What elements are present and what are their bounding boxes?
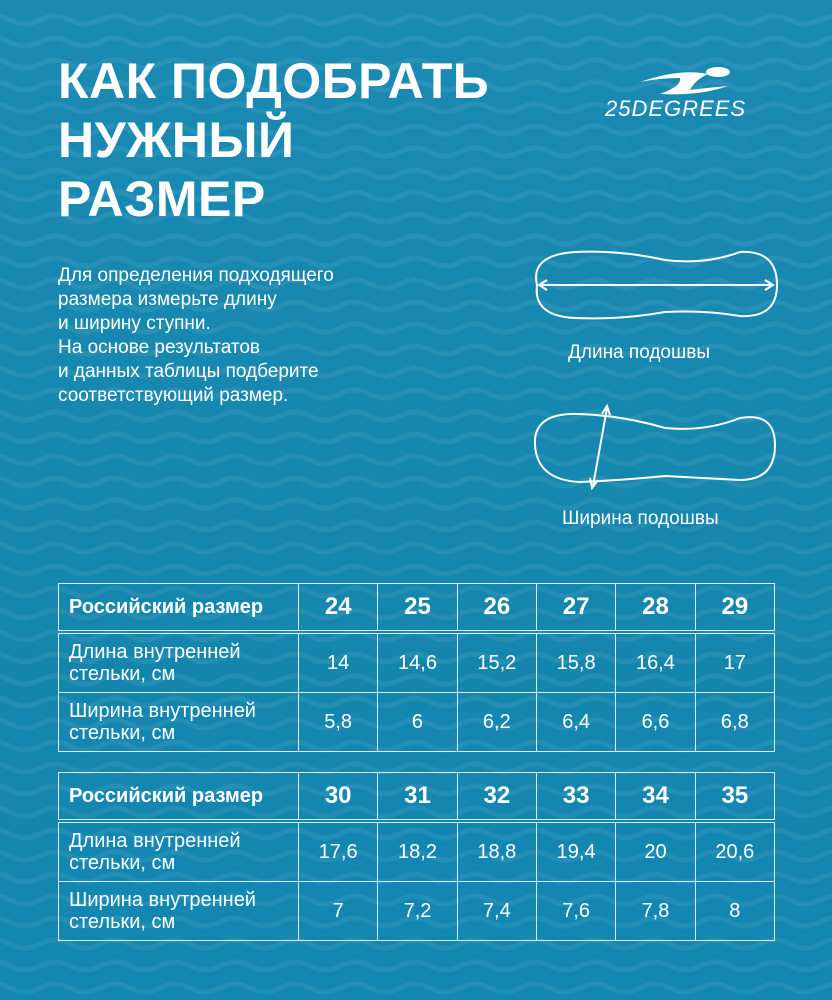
table-row [59,821,775,882]
title-line: НУЖНЫЙ [58,112,295,168]
value-cell: 17 [695,632,774,693]
desc-line: и ширину ступни. [58,313,211,334]
table-row [59,882,775,941]
value-cell: 7 [299,882,378,941]
wave-line [0,764,832,772]
size-cell: 24 [299,584,378,633]
label-line: стельки, см [69,852,176,874]
row-label [59,821,299,882]
value-cell: 15,2 [457,632,536,693]
size-cell: 35 [695,773,774,822]
size-cell: 25 [378,584,457,633]
row-label [59,693,299,752]
value-cell: 5,8 [299,693,378,752]
value-cell: 7,6 [536,882,615,941]
label-line: стельки, см [69,722,176,744]
size-cell: 32 [457,773,536,822]
sole-width-diagram-icon [525,400,785,495]
label-line: Ширина внутренней [69,700,256,722]
instructions [58,264,418,408]
title-line: РАЗМЕР [58,171,266,227]
desc-line: и данных таблицы подберите [58,361,319,382]
header-label: Российский размер [59,584,299,633]
wave-line [0,16,832,24]
value-cell: 19,4 [536,821,615,882]
desc-line: На основе результатов [58,337,261,358]
label-line: стельки, см [69,663,176,685]
wave-line [0,500,832,508]
value-cell: 8 [695,882,774,941]
value-cell: 15,8 [536,632,615,693]
value-cell: 7,2 [378,882,457,941]
size-table-1 [58,583,775,752]
value-cell: 18,8 [457,821,536,882]
size-cell: 29 [695,584,774,633]
value-cell: 14 [299,632,378,693]
value-cell: 14,6 [378,632,457,693]
page-title [58,52,489,229]
value-cell: 6,6 [616,693,695,752]
row-label [59,882,299,941]
value-cell: 6,4 [536,693,615,752]
sole-length-diagram-icon [525,240,785,330]
desc-line: Для определения подходящего [58,265,334,286]
label-line: Длина внутренней [69,641,241,663]
value-cell: 20 [616,821,695,882]
size-cell: 27 [536,584,615,633]
size-cell: 26 [457,584,536,633]
desc-line: размера измерьте длину [58,289,277,310]
size-cell: 33 [536,773,615,822]
value-cell: 6,2 [457,693,536,752]
length-caption: Длина подошвы [568,342,710,363]
wave-line [0,984,832,992]
wave-line [0,940,832,948]
wave-line [0,38,832,46]
wave-line [0,962,832,970]
table-header-row [59,584,775,633]
label-line: Ширина внутренней [69,889,256,911]
table-row [59,693,775,752]
row-label [59,632,299,693]
size-cell: 30 [299,773,378,822]
wave-line [0,544,832,552]
size-cell: 34 [616,773,695,822]
value-cell: 6 [378,693,457,752]
label-line: Длина внутренней [69,830,241,852]
wave-line [0,566,832,574]
size-cell: 31 [378,773,457,822]
value-cell: 18,2 [378,821,457,882]
value-cell: 6,8 [695,693,774,752]
brand-logo-text: 25DEGREES [605,96,747,121]
size-cell: 28 [616,584,695,633]
size-table-2 [58,772,775,941]
desc-line: соответствующий размер. [58,385,289,406]
width-caption: Ширина подошвы [562,508,719,529]
table-row [59,632,775,693]
value-cell: 7,4 [457,882,536,941]
header-label: Российский размер [59,773,299,822]
value-cell: 17,6 [299,821,378,882]
label-line: стельки, см [69,911,176,933]
value-cell: 16,4 [616,632,695,693]
title-line: КАК ПОДОБРАТЬ [58,53,490,109]
table-header-row [59,773,775,822]
value-cell: 20,6 [695,821,774,882]
value-cell: 7,8 [616,882,695,941]
